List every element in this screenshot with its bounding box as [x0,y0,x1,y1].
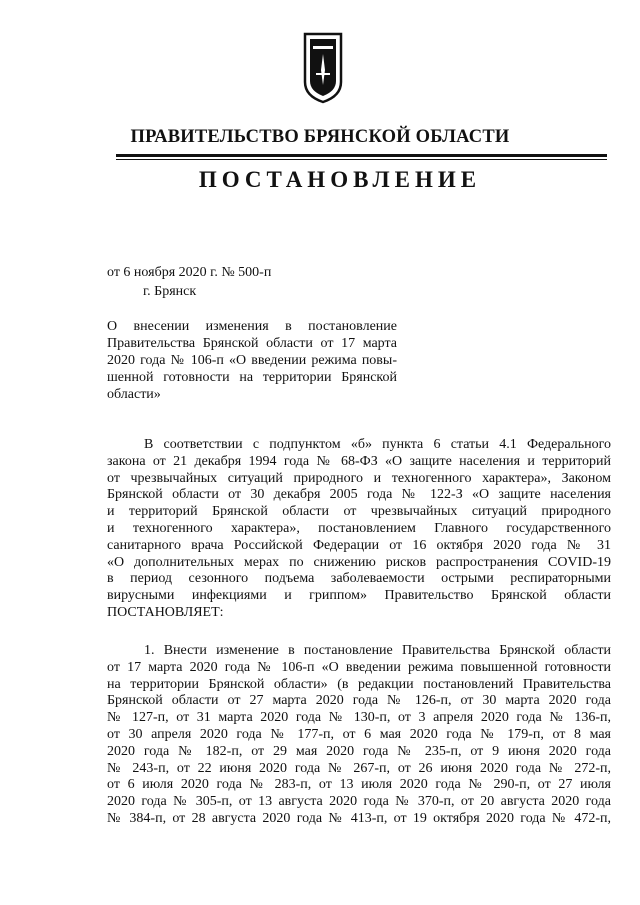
body-line: 2020 года № 305-п, от 13 августа 2020 года № 370-п, от 20 августа 2020 года [107,794,611,810]
header-rule-thick [116,154,607,157]
body-line: № 127-п, от 31 марта 2020 года № 130-п, от 3 апреля 2020 года № 136-п, [107,710,611,726]
subject-line: О внесении изменения в постановление [107,319,397,334]
document-date: от 6 ноября 2020 г. № 500-п [107,265,272,280]
body-line: санитарного врача Российской Федерации от 16 октября 2020 года № 31 [107,537,611,553]
subject-line: Правительства Брянской области от 17 марта [107,336,397,351]
subject-line: области» [107,387,161,402]
body-line: от 6 июля 2020 года № 283-п, от 13 июля 2020 года № 290-п, от 27 июля [107,777,611,793]
body-line: № 243-п, от 22 июня 2020 года № 267-п, от 26 июня 2020 года № 272-п, [107,760,611,776]
document-city: г. Брянск [143,284,197,299]
body-line: и территорий Брянской области от чрезвычайных ситуаций природного [107,504,611,520]
body-line: на территории Брянской области» (в редакции постановлений Правительства [107,676,611,692]
body-line: от 30 апреля 2020 года № 177-п, от 6 мая 2020 года № 179-п, от 8 мая [107,726,611,742]
body-line: 2020 года № 182-п, от 29 мая 2020 года № 235-п, от 9 июня 2020 года [107,743,611,759]
body-line: В соответствии с подпунктом «б» пункта 6 статьи 4.1 Федерального [144,437,611,452]
body-line: и техногенного характера», постановлением Главного государственного [107,520,611,536]
preamble-paragraph [107,437,611,622]
subject-line: шенной готовности на территории Брянской [107,370,397,385]
body-line: от 17 марта 2020 года № 106-п «О введении режима повышенной готовности [107,659,611,675]
body-line: 1. Внести изменение в постановление Правительства Брянской области [144,643,611,658]
body-line: «О дополнительных мерах по снижению рисков распространения COVID-19 [107,554,611,570]
body-line: в период сезонного подъема заболеваемости острыми респираторными [107,571,611,587]
body-line: № 384-п, от 28 августа 2020 года № 413-п, от 19 октября 2020 года № 472-п, [107,810,611,826]
body-line: Брянской области от 27 марта 2020 года № 126-п, от 30 марта 2020 года [107,693,611,709]
body-line: закона от 21 декабря 1994 года № 68-ФЗ «О защите населения и территорий [107,453,611,469]
document-subject [107,318,397,403]
authority-name: ПРАВИТЕЛЬСТВО БРЯНСКОЙ ОБЛАСТИ [130,127,510,147]
subject-line: 2020 года № 106-п «О введении режима повы- [107,353,397,368]
body-line: от чрезвычайных ситуаций природного и техногенного характера», Законом [107,470,611,486]
body-line: Брянской области от 30 декабря 2005 года № 122-З «О защите населения [107,487,611,503]
body-line: ПОСТАНОВЛЯЕТ: [107,604,224,620]
item-1-paragraph [107,643,611,828]
document-type: ПОСТАНОВЛЕНИЕ [198,167,482,192]
body-line: вирусными инфекциями и гриппом» Правительство Брянской области [107,588,611,604]
bryansk-coat-of-arms-icon [302,30,344,105]
header-rule-thin [116,159,607,160]
